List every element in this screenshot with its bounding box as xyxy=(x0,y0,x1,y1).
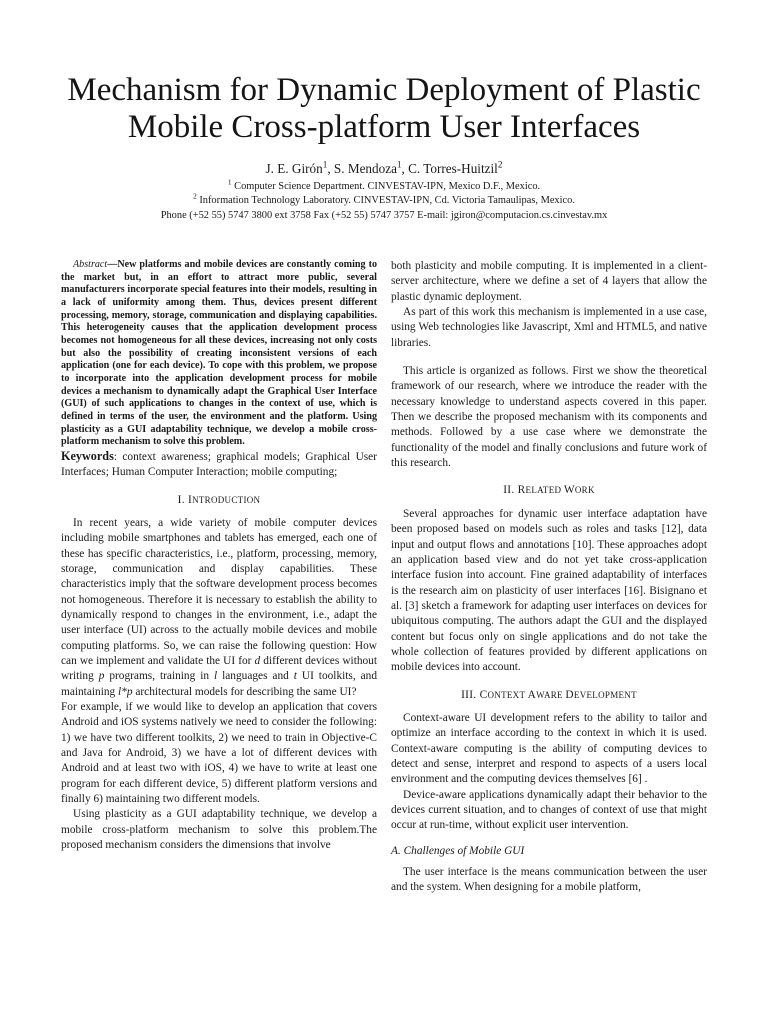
affiliation-2 xyxy=(30,194,738,207)
paragraph-gap xyxy=(391,351,707,364)
section-smallcaps: EVELOPMENT xyxy=(573,689,637,700)
intro-text-c: programs, training in xyxy=(104,670,215,683)
right-column xyxy=(391,259,707,896)
section-cap: C xyxy=(479,688,488,701)
section-smallcaps: ELATED xyxy=(525,485,564,496)
intro-text-f: architectural models for describing the same UI? xyxy=(132,685,357,698)
paper-title xyxy=(30,72,738,146)
author-1-mark: 1 xyxy=(322,159,328,170)
author-2: S. Mendoza xyxy=(333,161,397,176)
section-number: I. xyxy=(177,493,185,506)
section-cap: W xyxy=(563,484,575,497)
section-cap: R xyxy=(517,484,526,497)
intro-text-a: In recent years, a wide variety of mobile computer devices including mobile smartphones and tablets has emerged, each one of these has specific characteristics, i.e., platform, processing, memory, storage, communication and display capabilities. These characteristics imply that the software development process becomes not homogeneous. Therefore it is necessary to establish the ability to dynamically respond to changes in the environment, i.e., adapt the user interface (UI) across to the actually mobile devices and mobile computing platforms. So, we can raise the following question: How can we implement and validate the UI for xyxy=(61,516,377,667)
affiliation-1-mark: 1 xyxy=(227,178,232,187)
section-cap: D xyxy=(565,688,574,701)
body-paragraph-4: Several approaches for dynamic user interface adaptation have been proposed based on models such as roles and tasks [12], data input and output flows and annotations [10]. These approaches adopt an application based view and do not yet take cross-application interface fusion into account. Fine grained adaptability of interfaces is the research aim on plasticity of user interfaces [16]. Bisignano et al. [3] sketch a framework for adapting user interfaces on devices for ubiquitous computing. The authors adapt the GUI and the displayed content but focus only on single applications and do not take the whole collection of features provided by different applications on mobile devices into account. xyxy=(391,507,707,674)
body-paragraph-3: This article is organized as follows. First we show the theoretical framework of our research, where we introduce the reader with the necessary knowledge to understand aspects covered in this paper. Then we describe the proposed mechanism with its components and methods. Followed by a use case where we demonstrate the functionality of the model and finally conclusions and future work of this research. xyxy=(391,365,707,470)
abstract-text: —New platforms and mobile devices are constantly coming to the market but, in an effort to attract more public, several manufacturers incorporate special features into their models, resulting in a lack of uniformity among them. Thus, devices present different processing, memory, storage, communication and displaying capabilities. This heterogeneity causes that the application development process becomes not homogeneous for all these devices, increasing not only costs but also the possibility of creating inconsistent versions of each application (one for each device). To cope with this problem, we propose to incorporate into the application development process for mobile devices a mechanism to dynamically adapt the Graphical User Interface (GUI) of such applications to changes in the context of use, which is defined in terms of the user, the environment and the platform. Using plasticity as a GUI adaptability technique, we develop a mobile cross-platform mechanism to solve this problem. xyxy=(61,259,377,448)
section-smallcaps: WARE xyxy=(536,689,566,700)
intro-var-d: d xyxy=(254,654,261,667)
subsection-heading: A. Challenges of Mobile GUI xyxy=(391,844,525,857)
intro-text-d: languages and xyxy=(217,670,294,683)
intro-var-t: t xyxy=(293,670,297,683)
intro-var-lp: l*p xyxy=(118,685,133,698)
left-column xyxy=(61,259,377,853)
section-heading-introduction xyxy=(61,493,377,508)
author-3: C. Torres-Huitzil xyxy=(408,161,498,176)
section-number: II. xyxy=(503,484,515,497)
contact-line: Phone (+52 55) 5747 3800 ext 3758 Fax (+52 55) 5747 3757 E-mail: jgiron@computacion.cs.cinvestav.mx xyxy=(160,210,608,221)
affiliation-1-text: Computer Science Department. CINVESTAV-IPN, Mexico D.F., Mexico. xyxy=(234,181,541,192)
section-smallcaps: NTRODUCTION xyxy=(192,494,261,505)
author-1: J. E. Girón xyxy=(265,161,323,176)
intro-paragraph-3: Using plasticity as a GUI adaptability technique, we develop a mobile cross-platform mechanism to solve this problem.The proposed mechanism considers the dimensions that involve xyxy=(61,808,377,852)
intro-paragraph-2: For example, if we would like to develop an application that covers Android and iOS systems natively we need to consider the following: 1) we have two different toolkits, 2) we need to train in Objective-C and Java for Android, 3) we have a lot of different devices with Android and at least two with iOS, 4) we have to write at least one program for each different device, 5) different platform versions and finally 6) maintaining two different models. xyxy=(61,701,377,806)
section-heading-related-work xyxy=(391,483,707,498)
keywords-label: Keywords xyxy=(61,448,114,463)
body-paragraph-2: As part of this work this mechanism is implemented in a use case, using Web technologies like Javascript, Xml and HTML5, and native libraries. xyxy=(391,306,707,349)
section-cap: I xyxy=(187,493,193,506)
author-3-mark: 2 xyxy=(497,159,503,170)
keywords xyxy=(61,449,377,481)
affiliation-2-text: Information Technology Laboratory. CINVESTAV-IPN, Cd. Victoria Tamaulipas, Mexico. xyxy=(199,195,575,206)
author-list: J. E. Girón$^1$, S. Mendoza$^1$, C. Torres-Huitzil$^2$ xyxy=(265,159,503,176)
abstract-label: Abstract xyxy=(73,259,108,270)
keywords-text: : context awareness; graphical models; Graphical User Interfaces; Human Computer Interaction; mobile computing; xyxy=(61,450,377,479)
author-2-mark: 1 xyxy=(396,159,402,170)
intro-paragraph-1 xyxy=(61,516,377,700)
intro-var-l: l xyxy=(214,670,218,683)
intro-text-b: different devices without writing xyxy=(61,654,378,683)
intro-text-e: UI toolkits, and maintaining xyxy=(61,670,378,698)
section-heading-context-aware xyxy=(391,688,707,703)
abstract xyxy=(61,259,377,449)
title-line-1: Mechanism for Dynamic Deployment of Plastic xyxy=(67,72,701,108)
section-smallcaps: ONTEXT xyxy=(487,689,528,700)
intro-var-p: p xyxy=(98,670,105,683)
section-number: III. xyxy=(461,688,477,701)
body-paragraph-7: The user interface is the means communication between the user and the system. When designing for a mobile platform, xyxy=(391,866,707,894)
body-paragraph-5: Context-aware UI development refers to the ability to tailor and optimize an interface according to the context in which it is used. Context-aware computing is the ability of computing devices to detect and sense, interpret and respond to aspects of a users local environment and the computing devices themselves [6] . xyxy=(391,711,707,786)
body-paragraph-1: both plasticity and mobile computing. It is implemented in a client-server architecture, where we define a set of 4 layers that allow the plastic dynamic deployment. xyxy=(391,260,707,303)
section-cap: A xyxy=(527,688,537,701)
affiliation-1 xyxy=(30,180,738,193)
section-smallcaps: ORK xyxy=(574,485,595,496)
title-line-2: Mobile Cross-platform User Interfaces xyxy=(127,109,641,145)
affiliation-2-mark: 2 xyxy=(193,192,197,201)
body-paragraph-6: Device-aware applications dynamically adapt their behavior to the devices current situation, and to changes of context of use that might occur at run-time, without explicit user intervention. xyxy=(391,788,707,832)
